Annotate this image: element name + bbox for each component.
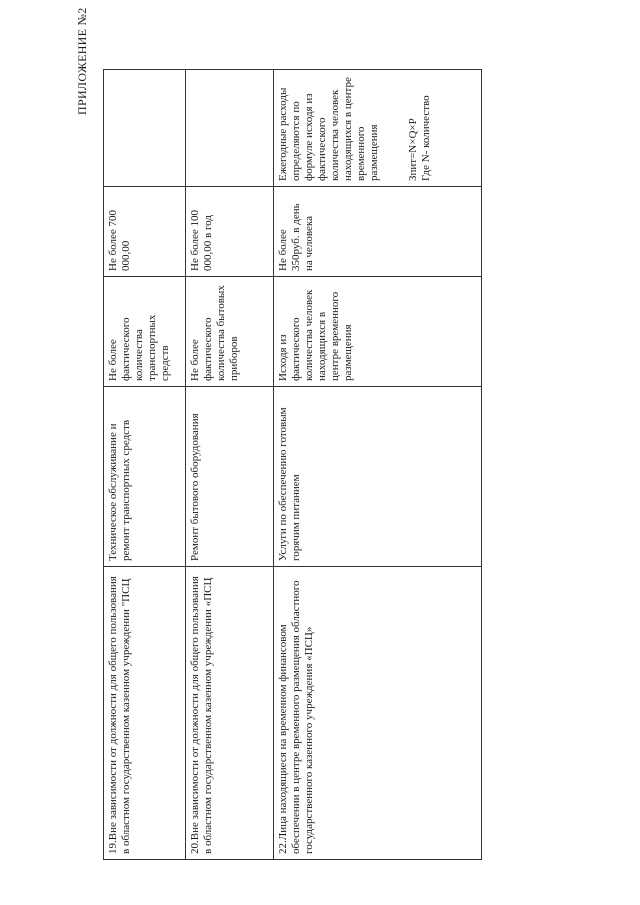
position-cell: 22.Лица находящиеся на временном финансовом обеспечении в центре временного размещения областного государственного казенного учреждения «ПСЦ» [274, 567, 482, 860]
note-cell [186, 70, 274, 187]
price-cell: Не более 350руб. в день на человека [274, 187, 482, 277]
service-cell: Техническое обслуживание и ремонт транспортных средств [104, 387, 186, 567]
position-cell: 20.Вне зависимости от должности для общего пользования в областном государственном казенном учреждении «ПСЦ [186, 567, 274, 860]
note-cell [104, 70, 186, 187]
rotated-content [75, 7, 615, 860]
note-cell [274, 70, 482, 187]
table-row [274, 70, 482, 860]
table-row [186, 70, 274, 860]
quantity-cell: Исходя из фактического количества человек находящихся в центре временного размещения [274, 277, 482, 387]
service-cell: Ремонт бытового оборудования [186, 387, 274, 567]
table-row [104, 70, 186, 860]
position-cell: 19.Вне зависимости от должности для общего пользования в областном государственном казенном учреждении "ПСЦ [104, 567, 186, 860]
quantity-cell: Не более фактического количества транспортных средств [104, 277, 186, 387]
service-cell: Услуги по обеспечению готовым горячим питанием [274, 387, 482, 567]
note-text: Ежегодные расходы определяются по формуле исходя из фактического количества человек находящихся в центре временного размещения [277, 77, 380, 181]
spacer [381, 75, 407, 181]
price-cell: Не более 100 000,00 в год [186, 187, 274, 277]
expense-norms-table [103, 69, 482, 860]
appendix-heading: ПРИЛОЖЕНИЕ №2 [75, 7, 89, 115]
quantity-cell: Не более фактического количества бытовых приборов [186, 277, 274, 387]
formula-note: Где N- количество [420, 95, 432, 181]
price-cell: Не более 700 000,00 [104, 187, 186, 277]
formula-text: Зпит=N×Q×P [407, 118, 419, 181]
